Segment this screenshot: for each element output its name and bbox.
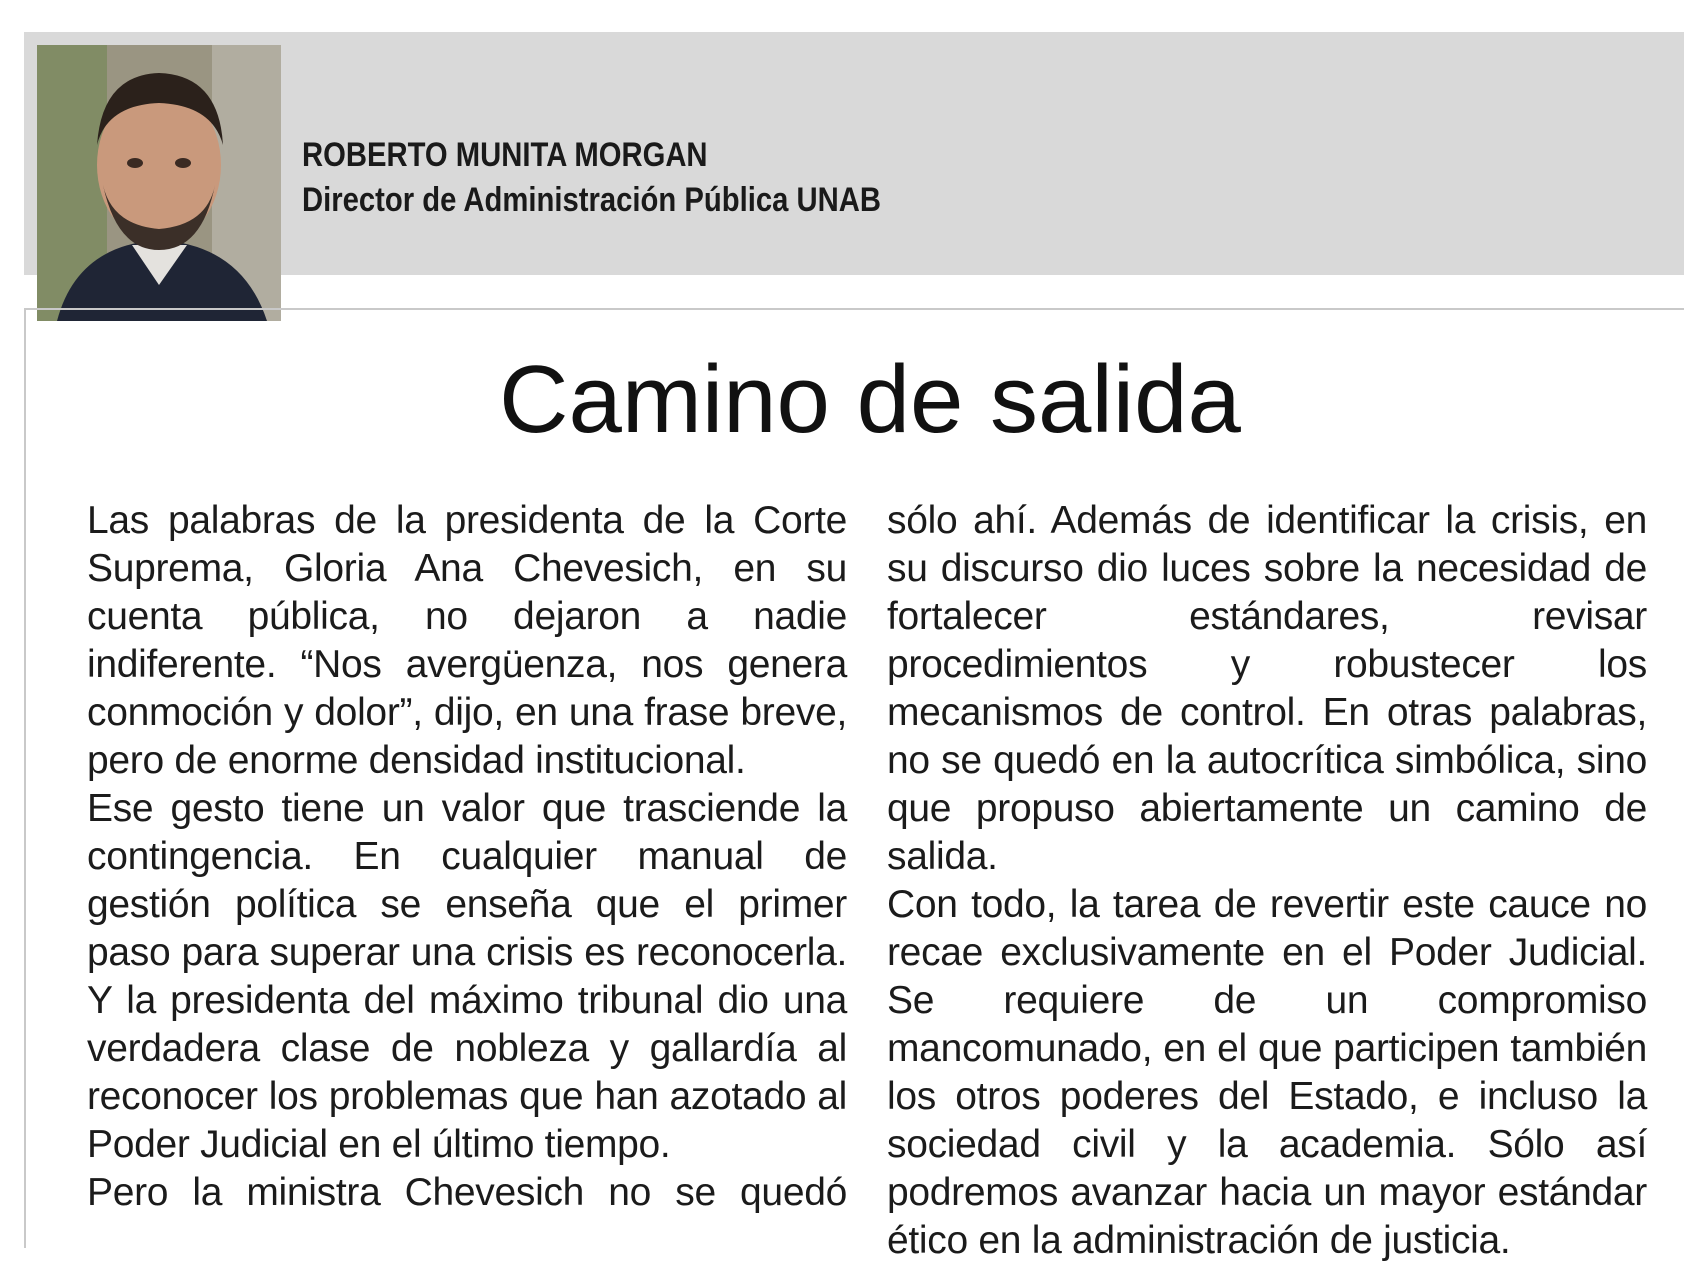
article-column-left — [87, 497, 847, 1265]
paragraph: Con todo, la tarea de revertir este cauce no recae exclusivamente en el Poder Judicial. Se requiere de un compromiso mancomunado, en el que participen también los otros poderes del Estado, e incluso la sociedad civil y la academia. Sólo así podremos avanzar hacia un mayor estándar ético en la administración de justicia. — [887, 883, 1647, 1262]
author-name: ROBERTO MUNITA MORGAN — [302, 136, 708, 174]
author-title: Director de Administración Pública UNAB — [302, 181, 881, 219]
author-byline — [302, 133, 881, 223]
article-column-right — [887, 497, 1647, 1265]
article-headline: Camino de salida — [499, 346, 1241, 453]
author-photo — [37, 45, 281, 321]
article-body — [87, 497, 1647, 1265]
paragraph: Ese gesto tiene un valor que trasciende la contingencia. En cualquier manual de gestión política se enseña que el primer paso para superar una crisis es reconocerla. Y la presidenta del máximo tribunal dio una verdadera clase de nobleza y gallardía al reconocer los problemas que han azotado al Poder Judicial en el último tiempo. — [87, 787, 847, 1166]
paragraph: sólo ahí. Además de identificar la crisis, en su discurso dio luces sobre la necesidad de fortalecer estándares, revisar procedimientos y robustecer los mecanismos de control. En otras palabras, no se quedó en la autocrítica simbólica, sino que propuso abiertamente un camino de salida. — [887, 499, 1647, 878]
paragraph: Las palabras de la presidenta de la Corte Suprema, Gloria Ana Chevesich, en su cuenta pública, no dejaron a nadie indiferente. “Nos avergüenza, nos genera conmoción y dolor”, dijo, en una frase breve, pero de enorme densidad institucional. — [87, 499, 847, 782]
paragraph: Pero la ministra Chevesich no se quedó — [87, 1171, 847, 1214]
